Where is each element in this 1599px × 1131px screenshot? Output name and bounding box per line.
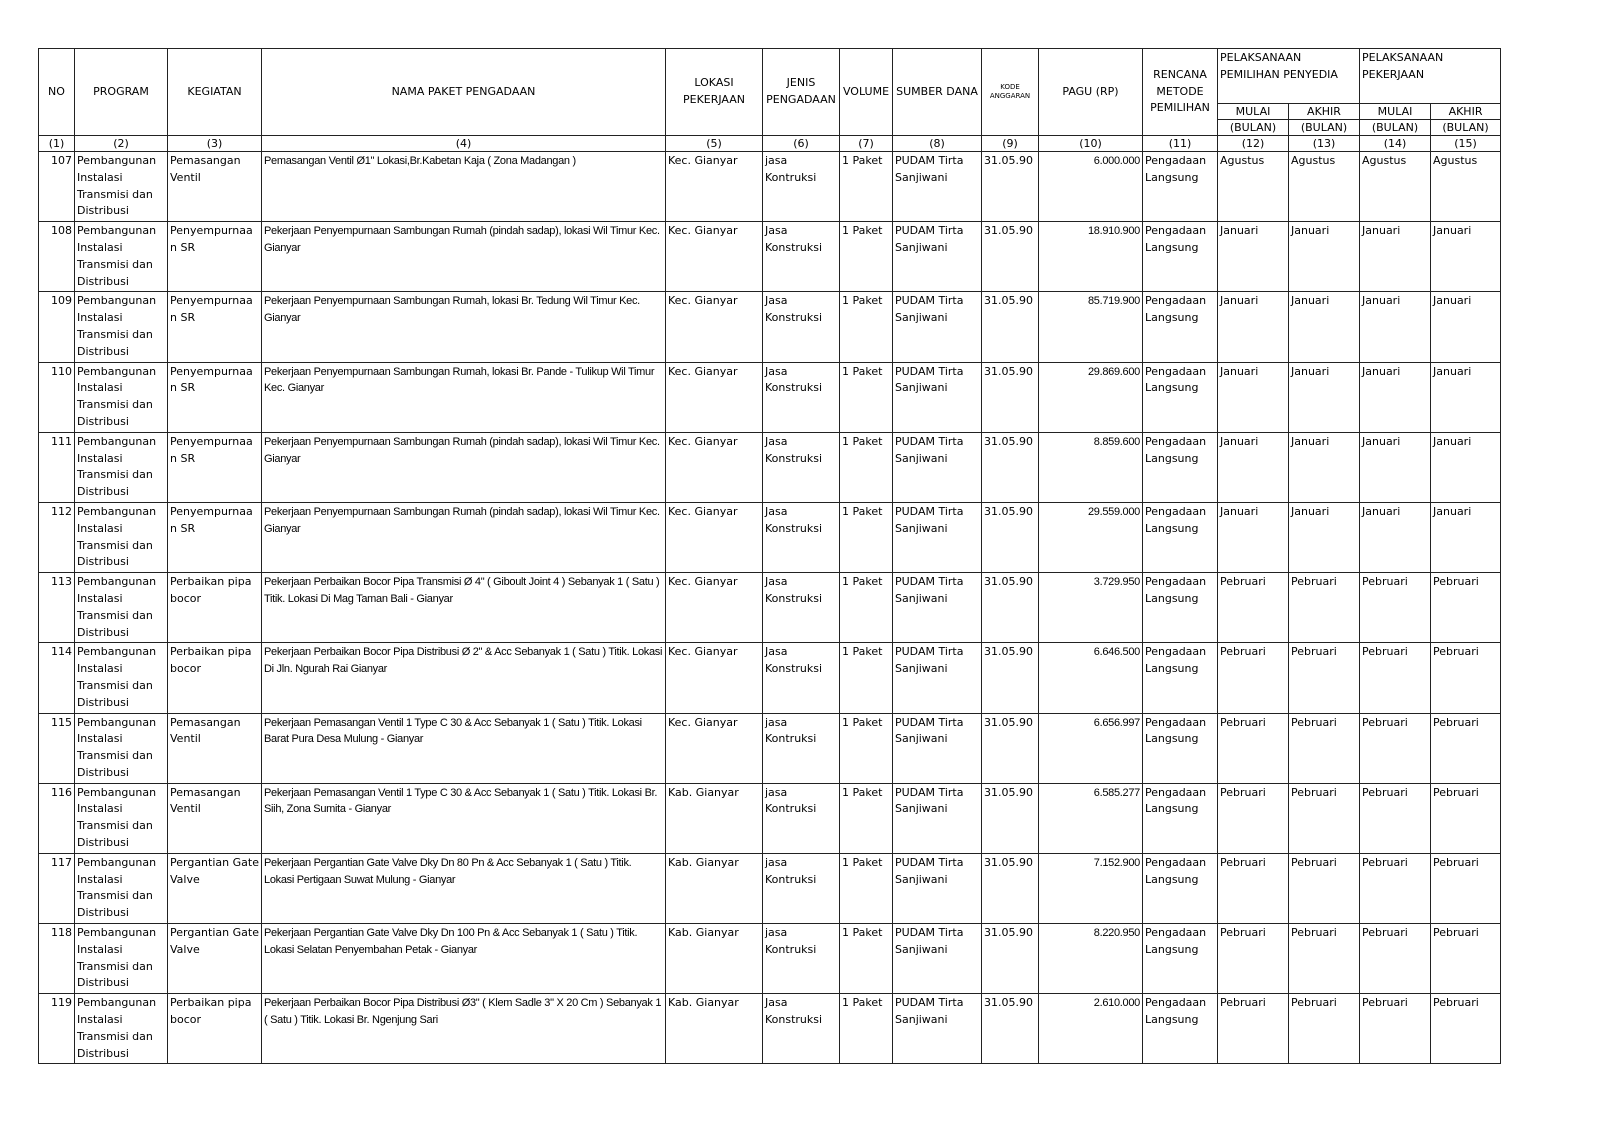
header-pekerjaan-akhir: AKHIR: [1431, 104, 1501, 120]
cell-pemilihan-akhir: Pebruari: [1289, 853, 1360, 923]
cell-no: 109: [39, 292, 75, 362]
cell-jenis-pengadaan: Jasa Konstruksi: [763, 362, 840, 432]
header-pemilihan-akhir: AKHIR: [1289, 104, 1360, 120]
cell-metode-pemilihan: Pengadaan Langsung: [1143, 994, 1218, 1064]
column-number: (10): [1039, 136, 1143, 152]
cell-pekerjaan-mulai: Pebruari: [1360, 853, 1431, 923]
table-row: [39, 152, 1501, 222]
cell-pemilihan-mulai: Agustus: [1218, 152, 1289, 222]
cell-pekerjaan-mulai: Januari: [1360, 502, 1431, 572]
cell-kegiatan: Penyempurnaan SR: [168, 432, 262, 502]
cell-pekerjaan-akhir: Pebruari: [1431, 853, 1501, 923]
header-sumber-dana: SUMBER DANA: [893, 49, 982, 136]
cell-pemilihan-mulai: Januari: [1218, 292, 1289, 362]
cell-kode-anggaran: 31.05.90: [982, 713, 1039, 783]
cell-pemilihan-mulai: Pebruari: [1218, 573, 1289, 643]
header-bulan: (BULAN): [1289, 120, 1360, 136]
cell-pemilihan-akhir: Pebruari: [1289, 643, 1360, 713]
cell-kode-anggaran: 31.05.90: [982, 362, 1039, 432]
cell-pemilihan-mulai: Januari: [1218, 222, 1289, 292]
cell-pemilihan-mulai: Januari: [1218, 502, 1289, 572]
cell-kode-anggaran: 31.05.90: [982, 502, 1039, 572]
table-row: [39, 713, 1501, 783]
cell-pekerjaan-akhir: Pebruari: [1431, 573, 1501, 643]
cell-lokasi: Kec. Gianyar: [666, 432, 763, 502]
cell-pemilihan-mulai: Januari: [1218, 362, 1289, 432]
cell-pemilihan-akhir: Pebruari: [1289, 994, 1360, 1064]
cell-metode-pemilihan: Pengadaan Langsung: [1143, 222, 1218, 292]
cell-pekerjaan-akhir: Pebruari: [1431, 713, 1501, 783]
header-pelaksanaan-pemilihan: PELAKSANAAN PEMILIHAN PENYEDIA: [1218, 49, 1360, 104]
cell-pagu: 8.220.950: [1039, 924, 1143, 994]
cell-pemilihan-mulai: Pebruari: [1218, 713, 1289, 783]
header-bulan: (BULAN): [1218, 120, 1289, 136]
cell-pekerjaan-akhir: Januari: [1431, 432, 1501, 502]
table-row: [39, 573, 1501, 643]
cell-pekerjaan-akhir: Januari: [1431, 502, 1501, 572]
cell-no: 114: [39, 643, 75, 713]
cell-pekerjaan-akhir: Agustus: [1431, 152, 1501, 222]
cell-pagu: 29.559.000: [1039, 502, 1143, 572]
cell-pemilihan-akhir: Pebruari: [1289, 924, 1360, 994]
cell-pemilihan-akhir: Januari: [1289, 362, 1360, 432]
cell-lokasi: Kab. Gianyar: [666, 924, 763, 994]
cell-pekerjaan-mulai: Pebruari: [1360, 994, 1431, 1064]
header-kode-anggaran: KODE ANGGARAN: [982, 49, 1039, 136]
cell-pagu: 18.910.900: [1039, 222, 1143, 292]
cell-metode-pemilihan: Pengadaan Langsung: [1143, 783, 1218, 853]
cell-nama-paket: Pekerjaan Penyempurnaan Sambungan Rumah (pindah sadap), lokasi Wil Timur Kec. Gianyar: [262, 222, 666, 292]
cell-no: 112: [39, 502, 75, 572]
cell-lokasi: Kec. Gianyar: [666, 222, 763, 292]
cell-kegiatan: Perbaikan pipa bocor: [168, 573, 262, 643]
cell-program: Pembangunan Instalasi Transmisi dan Distribusi: [75, 643, 168, 713]
cell-jenis-pengadaan: Jasa Konstruksi: [763, 502, 840, 572]
cell-kode-anggaran: 31.05.90: [982, 292, 1039, 362]
cell-no: 108: [39, 222, 75, 292]
cell-pekerjaan-mulai: Januari: [1360, 362, 1431, 432]
cell-no: 107: [39, 152, 75, 222]
procurement-table: [38, 48, 1501, 1064]
column-number: (14): [1360, 136, 1431, 152]
column-number: (13): [1289, 136, 1360, 152]
cell-nama-paket: Pekerjaan Pemasangan Ventil 1 Type C 30 & Acc Sebanyak 1 ( Satu ) Titik. Lokasi Br. Siih, Zona Sumita - Gianyar: [262, 783, 666, 853]
header-pelaksanaan-pekerjaan: PELAKSANAAN PEKERJAAN: [1360, 49, 1501, 104]
cell-pagu: 2.610.000: [1039, 994, 1143, 1064]
column-number: (4): [262, 136, 666, 152]
cell-no: 117: [39, 853, 75, 923]
cell-pekerjaan-mulai: Januari: [1360, 432, 1431, 502]
cell-program: Pembangunan Instalasi Transmisi dan Distribusi: [75, 152, 168, 222]
cell-program: Pembangunan Instalasi Transmisi dan Distribusi: [75, 994, 168, 1064]
cell-nama-paket: Pekerjaan Pergantian Gate Valve Dky Dn 100 Pn & Acc Sebanyak 1 ( Satu ) Titik. Lokasi Selatan Penyembahan Petak - Gianyar: [262, 924, 666, 994]
cell-sumber-dana: PUDAM Tirta Sanjiwani: [893, 292, 982, 362]
cell-pemilihan-mulai: Januari: [1218, 432, 1289, 502]
column-number: (8): [893, 136, 982, 152]
cell-volume: 1 Paket: [840, 292, 893, 362]
cell-jenis-pengadaan: Jasa Konstruksi: [763, 292, 840, 362]
cell-pekerjaan-mulai: Januari: [1360, 292, 1431, 362]
cell-no: 118: [39, 924, 75, 994]
column-number: (1): [39, 136, 75, 152]
cell-pekerjaan-akhir: Januari: [1431, 222, 1501, 292]
cell-program: Pembangunan Instalasi Transmisi dan Distribusi: [75, 362, 168, 432]
table-header: [39, 49, 1501, 152]
cell-kode-anggaran: 31.05.90: [982, 643, 1039, 713]
cell-kode-anggaran: 31.05.90: [982, 573, 1039, 643]
cell-metode-pemilihan: Pengadaan Langsung: [1143, 152, 1218, 222]
header-nama-paket: NAMA PAKET PENGADAAN: [262, 49, 666, 136]
header-pagu: PAGU (RP): [1039, 49, 1143, 136]
cell-volume: 1 Paket: [840, 783, 893, 853]
cell-jenis-pengadaan: jasa Kontruksi: [763, 924, 840, 994]
cell-kode-anggaran: 31.05.90: [982, 783, 1039, 853]
cell-jenis-pengadaan: jasa Kontruksi: [763, 152, 840, 222]
cell-no: 119: [39, 994, 75, 1064]
cell-pemilihan-akhir: Januari: [1289, 432, 1360, 502]
cell-sumber-dana: PUDAM Tirta Sanjiwani: [893, 994, 982, 1064]
table-row: [39, 994, 1501, 1064]
cell-jenis-pengadaan: Jasa Konstruksi: [763, 643, 840, 713]
column-number: (3): [168, 136, 262, 152]
cell-pagu: 8.859.600: [1039, 432, 1143, 502]
column-number: (2): [75, 136, 168, 152]
cell-no: 110: [39, 362, 75, 432]
cell-pemilihan-akhir: Pebruari: [1289, 713, 1360, 783]
cell-kode-anggaran: 31.05.90: [982, 222, 1039, 292]
cell-sumber-dana: PUDAM Tirta Sanjiwani: [893, 502, 982, 572]
cell-jenis-pengadaan: jasa Kontruksi: [763, 713, 840, 783]
cell-metode-pemilihan: Pengadaan Langsung: [1143, 853, 1218, 923]
cell-sumber-dana: PUDAM Tirta Sanjiwani: [893, 643, 982, 713]
cell-volume: 1 Paket: [840, 643, 893, 713]
cell-pemilihan-akhir: Januari: [1289, 222, 1360, 292]
cell-nama-paket: Pekerjaan Penyempurnaan Sambungan Rumah (pindah sadap), lokasi Wil Timur Kec. Gianyar: [262, 502, 666, 572]
cell-lokasi: Kab. Gianyar: [666, 994, 763, 1064]
column-number: (9): [982, 136, 1039, 152]
header-lokasi: LOKASI PEKERJAAN: [666, 49, 763, 136]
cell-lokasi: Kec. Gianyar: [666, 292, 763, 362]
cell-program: Pembangunan Instalasi Transmisi dan Distribusi: [75, 853, 168, 923]
table-row: [39, 432, 1501, 502]
table-row: [39, 502, 1501, 572]
cell-pekerjaan-akhir: Pebruari: [1431, 643, 1501, 713]
cell-volume: 1 Paket: [840, 853, 893, 923]
cell-pekerjaan-mulai: Pebruari: [1360, 643, 1431, 713]
cell-pemilihan-akhir: Januari: [1289, 502, 1360, 572]
cell-lokasi: Kec. Gianyar: [666, 573, 763, 643]
cell-no: 116: [39, 783, 75, 853]
cell-nama-paket: Pekerjaan Perbaikan Bocor Pipa Distribusi Ø3" ( Klem Sadle 3" X 20 Cm ) Sebanyak 1 ( Satu ) Titik. Lokasi Br. Ngenjung Sari: [262, 994, 666, 1064]
header-rencana-metode: RENCANA METODE PEMILIHAN: [1143, 49, 1218, 136]
cell-no: 113: [39, 573, 75, 643]
header-volume: VOLUME: [840, 49, 893, 136]
cell-sumber-dana: PUDAM Tirta Sanjiwani: [893, 713, 982, 783]
cell-metode-pemilihan: Pengadaan Langsung: [1143, 924, 1218, 994]
cell-kegiatan: Perbaikan pipa bocor: [168, 994, 262, 1064]
cell-pekerjaan-akhir: Januari: [1431, 362, 1501, 432]
cell-kode-anggaran: 31.05.90: [982, 994, 1039, 1064]
cell-pagu: 3.729.950: [1039, 573, 1143, 643]
cell-nama-paket: Pekerjaan Perbaikan Bocor Pipa Transmisi Ø 4" ( Giboult Joint 4 ) Sebanyak 1 ( Satu ) Titik. Lokasi Di Mag Taman Bali - Gianyar: [262, 573, 666, 643]
header-pemilihan-mulai: MULAI: [1218, 104, 1289, 120]
column-number: (6): [763, 136, 840, 152]
cell-pemilihan-mulai: Pebruari: [1218, 994, 1289, 1064]
cell-nama-paket: Pekerjaan Penyempurnaan Sambungan Rumah (pindah sadap), lokasi Wil Timur Kec. Gianyar: [262, 432, 666, 502]
cell-program: Pembangunan Instalasi Transmisi dan Distribusi: [75, 924, 168, 994]
cell-volume: 1 Paket: [840, 362, 893, 432]
cell-volume: 1 Paket: [840, 713, 893, 783]
cell-jenis-pengadaan: Jasa Konstruksi: [763, 573, 840, 643]
table-body: [39, 152, 1501, 1064]
cell-program: Pembangunan Instalasi Transmisi dan Distribusi: [75, 222, 168, 292]
cell-volume: 1 Paket: [840, 152, 893, 222]
cell-pagu: 6.656.997: [1039, 713, 1143, 783]
cell-sumber-dana: PUDAM Tirta Sanjiwani: [893, 573, 982, 643]
cell-volume: 1 Paket: [840, 432, 893, 502]
cell-pagu: 6.646.500: [1039, 643, 1143, 713]
cell-pekerjaan-mulai: Pebruari: [1360, 783, 1431, 853]
cell-nama-paket: Pekerjaan Penyempurnaan Sambungan Rumah, lokasi Br. Pande - Tulikup Wil Timur Kec. Gianyar: [262, 362, 666, 432]
cell-metode-pemilihan: Pengadaan Langsung: [1143, 502, 1218, 572]
table-row: [39, 853, 1501, 923]
cell-kegiatan: Penyempurnaan SR: [168, 292, 262, 362]
cell-program: Pembangunan Instalasi Transmisi dan Distribusi: [75, 292, 168, 362]
cell-jenis-pengadaan: Jasa Konstruksi: [763, 432, 840, 502]
cell-kegiatan: Pemasangan Ventil: [168, 713, 262, 783]
cell-sumber-dana: PUDAM Tirta Sanjiwani: [893, 783, 982, 853]
cell-pagu: 6.000.000: [1039, 152, 1143, 222]
cell-volume: 1 Paket: [840, 994, 893, 1064]
cell-program: Pembangunan Instalasi Transmisi dan Distribusi: [75, 783, 168, 853]
cell-no: 115: [39, 713, 75, 783]
cell-pemilihan-mulai: Pebruari: [1218, 783, 1289, 853]
cell-kegiatan: Perbaikan pipa bocor: [168, 643, 262, 713]
header-jenis: JENIS PENGADAAN: [763, 49, 840, 136]
cell-pekerjaan-mulai: Agustus: [1360, 152, 1431, 222]
cell-lokasi: Kec. Gianyar: [666, 502, 763, 572]
cell-volume: 1 Paket: [840, 924, 893, 994]
header-kegiatan: KEGIATAN: [168, 49, 262, 136]
cell-pemilihan-mulai: Pebruari: [1218, 643, 1289, 713]
cell-lokasi: Kec. Gianyar: [666, 643, 763, 713]
table-row: [39, 222, 1501, 292]
cell-lokasi: Kec. Gianyar: [666, 713, 763, 783]
cell-lokasi: Kab. Gianyar: [666, 853, 763, 923]
header-bulan: (BULAN): [1360, 120, 1431, 136]
header-program: PROGRAM: [75, 49, 168, 136]
column-number: (11): [1143, 136, 1218, 152]
cell-jenis-pengadaan: jasa Kontruksi: [763, 783, 840, 853]
cell-pemilihan-mulai: Pebruari: [1218, 853, 1289, 923]
header-pekerjaan-mulai: MULAI: [1360, 104, 1431, 120]
cell-kode-anggaran: 31.05.90: [982, 152, 1039, 222]
cell-sumber-dana: PUDAM Tirta Sanjiwani: [893, 362, 982, 432]
cell-pekerjaan-akhir: Pebruari: [1431, 924, 1501, 994]
cell-pekerjaan-akhir: Pebruari: [1431, 783, 1501, 853]
column-number: (7): [840, 136, 893, 152]
cell-program: Pembangunan Instalasi Transmisi dan Distribusi: [75, 573, 168, 643]
cell-sumber-dana: PUDAM Tirta Sanjiwani: [893, 222, 982, 292]
cell-pekerjaan-mulai: Pebruari: [1360, 573, 1431, 643]
cell-metode-pemilihan: Pengadaan Langsung: [1143, 432, 1218, 502]
cell-pemilihan-akhir: Januari: [1289, 292, 1360, 362]
cell-metode-pemilihan: Pengadaan Langsung: [1143, 292, 1218, 362]
cell-kode-anggaran: 31.05.90: [982, 924, 1039, 994]
cell-kegiatan: Penyempurnaan SR: [168, 222, 262, 292]
cell-volume: 1 Paket: [840, 573, 893, 643]
cell-jenis-pengadaan: Jasa Konstruksi: [763, 994, 840, 1064]
cell-metode-pemilihan: Pengadaan Langsung: [1143, 643, 1218, 713]
cell-nama-paket: Pemasangan Ventil Ø1" Lokasi,Br.Kabetan Kaja ( Zona Madangan ): [262, 152, 666, 222]
cell-sumber-dana: PUDAM Tirta Sanjiwani: [893, 432, 982, 502]
cell-jenis-pengadaan: Jasa Konstruksi: [763, 222, 840, 292]
cell-kode-anggaran: 31.05.90: [982, 853, 1039, 923]
cell-pagu: 7.152.900: [1039, 853, 1143, 923]
table-row: [39, 643, 1501, 713]
cell-volume: 1 Paket: [840, 222, 893, 292]
cell-jenis-pengadaan: jasa Kontruksi: [763, 853, 840, 923]
cell-metode-pemilihan: Pengadaan Langsung: [1143, 573, 1218, 643]
cell-metode-pemilihan: Pengadaan Langsung: [1143, 362, 1218, 432]
cell-lokasi: Kec. Gianyar: [666, 152, 763, 222]
cell-pagu: 85.719.900: [1039, 292, 1143, 362]
column-number: (5): [666, 136, 763, 152]
cell-lokasi: Kec. Gianyar: [666, 362, 763, 432]
cell-pekerjaan-mulai: Januari: [1360, 222, 1431, 292]
table-row: [39, 362, 1501, 432]
table-row: [39, 924, 1501, 994]
cell-kode-anggaran: 31.05.90: [982, 432, 1039, 502]
column-number: (15): [1431, 136, 1501, 152]
cell-kegiatan: Pemasangan Ventil: [168, 783, 262, 853]
cell-kegiatan: Pergantian Gate Valve: [168, 924, 262, 994]
table-row: [39, 783, 1501, 853]
cell-sumber-dana: PUDAM Tirta Sanjiwani: [893, 853, 982, 923]
cell-pekerjaan-akhir: Januari: [1431, 292, 1501, 362]
column-number: (12): [1218, 136, 1289, 152]
header-no: NO: [39, 49, 75, 136]
cell-pagu: 6.585.277: [1039, 783, 1143, 853]
cell-nama-paket: Pekerjaan Perbaikan Bocor Pipa Distribusi Ø 2" & Acc Sebanyak 1 ( Satu ) Titik. Lokasi Di Jln. Ngurah Rai Gianyar: [262, 643, 666, 713]
cell-pagu: 29.869.600: [1039, 362, 1143, 432]
header-bulan: (BULAN): [1431, 120, 1501, 136]
cell-kegiatan: Pergantian Gate Valve: [168, 853, 262, 923]
cell-sumber-dana: PUDAM Tirta Sanjiwani: [893, 924, 982, 994]
cell-pemilihan-mulai: Pebruari: [1218, 924, 1289, 994]
cell-kegiatan: Penyempurnaan SR: [168, 502, 262, 572]
cell-nama-paket: Pekerjaan Pemasangan Ventil 1 Type C 30 & Acc Sebanyak 1 ( Satu ) Titik. Lokasi Barat Pura Desa Mulung - Gianyar: [262, 713, 666, 783]
cell-no: 111: [39, 432, 75, 502]
cell-pemilihan-akhir: Agustus: [1289, 152, 1360, 222]
cell-kegiatan: Penyempurnaan SR: [168, 362, 262, 432]
cell-program: Pembangunan Instalasi Transmisi dan Distribusi: [75, 502, 168, 572]
cell-pekerjaan-mulai: Pebruari: [1360, 713, 1431, 783]
cell-pekerjaan-mulai: Pebruari: [1360, 924, 1431, 994]
cell-program: Pembangunan Instalasi Transmisi dan Distribusi: [75, 432, 168, 502]
cell-nama-paket: Pekerjaan Penyempurnaan Sambungan Rumah, lokasi Br. Tedung Wil Timur Kec. Gianyar: [262, 292, 666, 362]
cell-nama-paket: Pekerjaan Pergantian Gate Valve Dky Dn 80 Pn & Acc Sebanyak 1 ( Satu ) Titik. Lokasi Pertigaan Suwat Mulung - Gianyar: [262, 853, 666, 923]
cell-pemilihan-akhir: Pebruari: [1289, 573, 1360, 643]
column-number-row: [39, 136, 1501, 152]
cell-lokasi: Kab. Gianyar: [666, 783, 763, 853]
cell-pemilihan-akhir: Pebruari: [1289, 783, 1360, 853]
table-row: [39, 292, 1501, 362]
cell-pekerjaan-akhir: Pebruari: [1431, 994, 1501, 1064]
cell-sumber-dana: PUDAM Tirta Sanjiwani: [893, 152, 982, 222]
cell-program: Pembangunan Instalasi Transmisi dan Distribusi: [75, 713, 168, 783]
cell-kegiatan: Pemasangan Ventil: [168, 152, 262, 222]
cell-volume: 1 Paket: [840, 502, 893, 572]
cell-metode-pemilihan: Pengadaan Langsung: [1143, 713, 1218, 783]
